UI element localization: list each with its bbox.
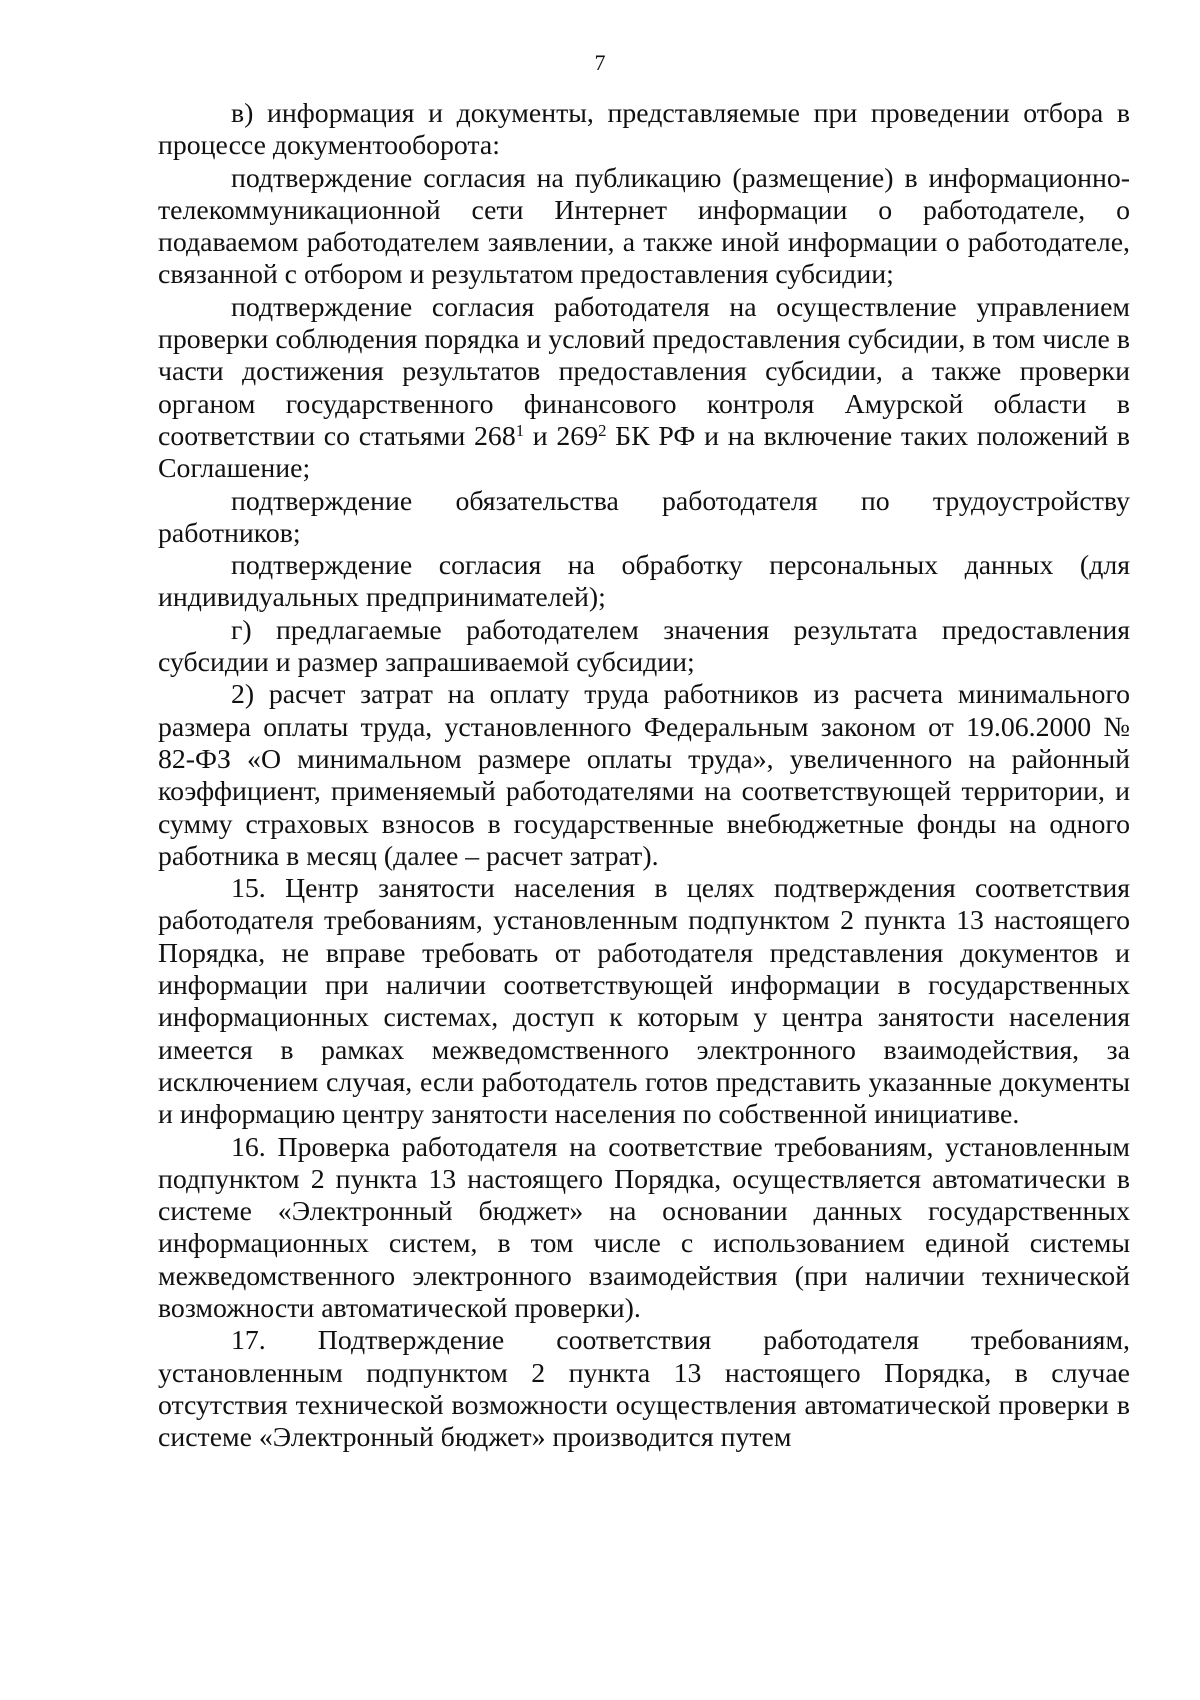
- paragraph-section-17: 17. Подтверждение соответствия работодателя требованиям, установленным подпунктом 2 пункта 13 настоящего Порядка, в случае отсутствия технической возможности осуществления автоматической проверки в системе «Электронный бюджет» производится путем: [158, 1325, 1130, 1454]
- paragraph-personal-data-consent: подтверждение согласия на обработку персональных данных (для индивидуальных предпринимателей);: [158, 550, 1130, 614]
- paragraph-consent-publication: подтверждение согласия на публикацию (размещение) в информационно-телекоммуникационной сети Интернет информации о работодателе, о подаваемом работодателем заявлении, а также иной информации о работодателе, связанной с отбором и результатом предоставления субсидии;: [158, 162, 1130, 291]
- page-number: 7: [594, 50, 606, 75]
- consent-verification-text-part-3: БК РФ и на включение таких положений в Соглашение;: [158, 420, 1130, 485]
- paragraph-item-v: в) информация и документы, представляемые при проведении отбора в процессе документооборота:: [158, 98, 1130, 162]
- paragraph-item-2-cost-calculation: 2) расчет затрат на оплату труда работников из расчета минимального размера оплаты труда, установленного Федеральным законом от 19.06.2000 № 82-ФЗ «О минимальном размере оплаты труда», увеличенного на районный коэффициент, применяемый работодателями на соответствующей территории, и сумму страховых взносов в государственные внебюджетные фонды на одного работника в месяц (далее – расчет затрат).: [158, 679, 1130, 872]
- consent-verification-text-part-1: подтверждение согласия работодателя на осуществление управлением проверки соблюдения порядка и условий предоставления субсидии, в том числе в части достижения результатов предоставления субсидии, а также проверки органом государственного финансового контроля Амурской области в соответствии со статьями 268: [158, 291, 1130, 452]
- paragraph-section-15: 15. Центр занятости населения в целях подтверждения соответствия работодателя требованиям, установленным подпунктом 2 пункта 13 настоящего Порядка, не вправе требовать от работодателя представления документов и информации при наличии соответствующей информации в государственных информационных системах, доступ к которым у центра занятости населения имеется в рамках межведомственного электронного взаимодействия, за исключением случая, если работодатель готов представить указанные документы и информацию центру занятости населения по собственной инициативе.: [158, 873, 1130, 1131]
- paragraph-section-16: 16. Проверка работодателя на соответствие требованиям, установленным подпунктом 2 пункта 13 настоящего Порядка, осуществляется автоматически в системе «Электронный бюджет» на основании данных государственных информационных систем, в том числе с использованием единой системы межведомственного электронного взаимодействия (при наличии технической возможности автоматической проверки).: [158, 1131, 1130, 1324]
- consent-verification-text-part-2: и 269: [524, 420, 599, 452]
- superscript-2: 2: [598, 420, 607, 440]
- paragraph-item-g: г) предлагаемые работодателем значения результата предоставления субсидии и размер запрашиваемой субсидии;: [158, 614, 1130, 679]
- paragraph-employment-obligation: подтверждение обязательства работодателя по трудоустройству работников;: [158, 485, 1130, 549]
- document-body: [158, 98, 1130, 1454]
- superscript-1: 1: [515, 420, 525, 440]
- paragraph-consent-verification: [158, 292, 1130, 486]
